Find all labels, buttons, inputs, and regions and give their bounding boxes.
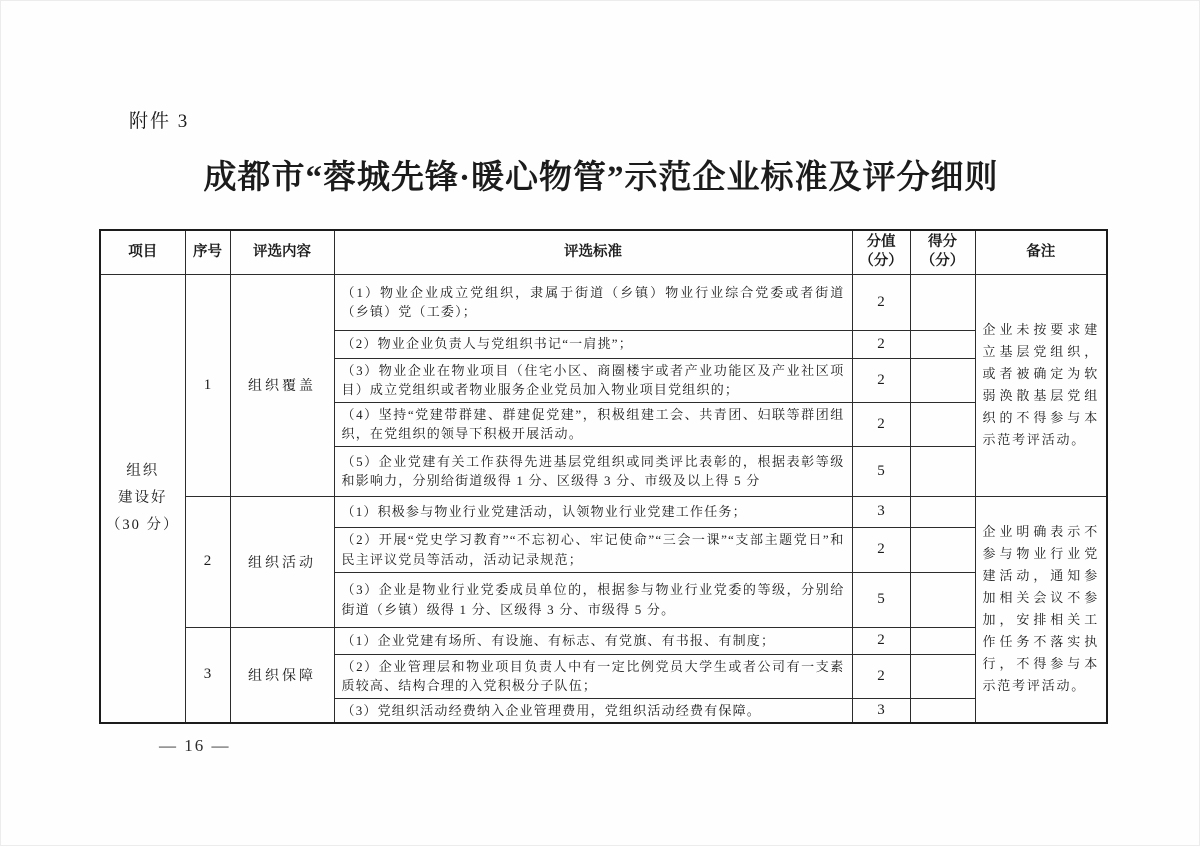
header-score-value-line1: 分值 bbox=[866, 234, 896, 251]
score-value-cell: 5 bbox=[852, 446, 910, 496]
criteria-cell: （2）物业企业负责人与党组织书记“一肩挑”； bbox=[334, 330, 852, 358]
score-earned-cell bbox=[910, 496, 975, 527]
score-value-cell: 2 bbox=[852, 654, 910, 698]
score-earned-cell bbox=[910, 274, 975, 330]
score-value-cell: 2 bbox=[852, 358, 910, 402]
header-score-earned-line1: 得分 bbox=[928, 234, 957, 251]
header-criteria: 评选标准 bbox=[334, 230, 852, 274]
header-content: 评选内容 bbox=[230, 230, 334, 274]
section-index-cell: 3 bbox=[185, 627, 230, 723]
section-content-cell: 组织覆盖 bbox=[230, 274, 334, 496]
header-score-value-line2: （分） bbox=[859, 253, 903, 270]
section-index-cell: 2 bbox=[185, 496, 230, 627]
section-content-cell: 组织保障 bbox=[230, 627, 334, 723]
table-header-row bbox=[100, 230, 1107, 274]
score-earned-cell bbox=[910, 627, 975, 654]
score-value-cell: 2 bbox=[852, 274, 910, 330]
criteria-cell: （4）坚持“党建带群建、群建促党建”，积极组建工会、共青团、妇联等群团组织，在党组织的领导下积极开展活动。 bbox=[334, 402, 852, 446]
criteria-cell: （2）企业管理层和物业项目负责人中有一定比例党员大学生或者公司有一支素质较高、结构合理的入党积极分子队伍； bbox=[334, 654, 852, 698]
score-earned-cell bbox=[910, 572, 975, 627]
section-index-cell: 1 bbox=[185, 274, 230, 496]
project-group-cell bbox=[100, 274, 185, 723]
section-content-cell: 组织活动 bbox=[230, 496, 334, 627]
score-earned-cell bbox=[910, 446, 975, 496]
criteria-cell: （2）开展“党史学习教育”“不忘初心、牢记使命”“三会一课”“支部主题党日”和民主评议党员等活动，活动记录规范； bbox=[334, 527, 852, 572]
header-score-earned-line2: （分） bbox=[920, 253, 965, 270]
criteria-cell: （1）物业企业成立党组织，隶属于街道（乡镇）物业行业综合党委或者街道（乡镇）党（工委）； bbox=[334, 274, 852, 330]
page-number: — 16 — bbox=[159, 736, 231, 755]
score-value-cell: 2 bbox=[852, 330, 910, 358]
page-title: 成都市“蓉城先锋·暖心物管”示范企业标准及评分细则 bbox=[203, 160, 999, 196]
remark-cell: 企业未按要求建立基层党组织，或者被确定为软弱涣散基层党组织的不得参与本示范考评活动。 bbox=[975, 274, 1107, 496]
score-value-cell: 5 bbox=[852, 572, 910, 627]
criteria-cell: （3）党组织活动经费纳入企业管理费用，党组织活动经费有保障。 bbox=[334, 698, 852, 723]
score-value-cell: 2 bbox=[852, 627, 910, 654]
header-project: 项目 bbox=[100, 230, 185, 274]
criteria-cell: （3）物业企业在物业项目（住宅小区、商圈楼宇或者产业功能区及产业社区项目）成立党组织或者物业服务企业党员加入物业项目党组织的； bbox=[334, 358, 852, 402]
score-earned-cell bbox=[910, 330, 975, 358]
header-index: 序号 bbox=[185, 230, 230, 274]
project-group-line3: （30 分） bbox=[105, 516, 180, 533]
score-earned-cell bbox=[910, 402, 975, 446]
score-value-cell: 2 bbox=[852, 527, 910, 572]
project-group-line1: 组织 bbox=[126, 462, 160, 479]
table-row bbox=[100, 627, 1107, 654]
header-score-value bbox=[852, 230, 910, 274]
table-row bbox=[100, 274, 1107, 330]
header-remark: 备注 bbox=[975, 230, 1107, 274]
header-score-earned bbox=[910, 230, 975, 274]
attachment-label: 附件 3 bbox=[129, 111, 190, 132]
table-row bbox=[100, 496, 1107, 527]
score-earned-cell bbox=[910, 654, 975, 698]
criteria-cell: （1）积极参与物业行业党建活动，认领物业行业党建工作任务； bbox=[334, 496, 852, 527]
score-value-cell: 2 bbox=[852, 402, 910, 446]
criteria-cell: （1）企业党建有场所、有设施、有标志、有党旗、有书报、有制度； bbox=[334, 627, 852, 654]
score-earned-cell bbox=[910, 358, 975, 402]
score-value-cell: 3 bbox=[852, 496, 910, 527]
criteria-cell: （3）企业是物业行业党委成员单位的，根据参与物业行业党委的等级，分别给街道（乡镇）级得 1 分、区级得 3 分、市级得 5 分。 bbox=[334, 572, 852, 627]
score-earned-cell bbox=[910, 527, 975, 572]
scoring-table bbox=[99, 229, 1108, 724]
criteria-cell: （5）企业党建有关工作获得先进基层党组织或同类评比表彰的，根据表彰等级和影响力，分别给街道级得 1 分、区级得 3 分、市级及以上得 5 分 bbox=[334, 446, 852, 496]
score-value-cell: 3 bbox=[852, 698, 910, 723]
score-earned-cell bbox=[910, 698, 975, 723]
project-group-line2: 建设好 bbox=[118, 489, 168, 506]
remark-cell: 企业明确表示不参与物业行业党建活动，通知参加相关会议不参加，安排相关工作任务不落实执行，不得参与本示范考评活动。 bbox=[975, 496, 1107, 723]
